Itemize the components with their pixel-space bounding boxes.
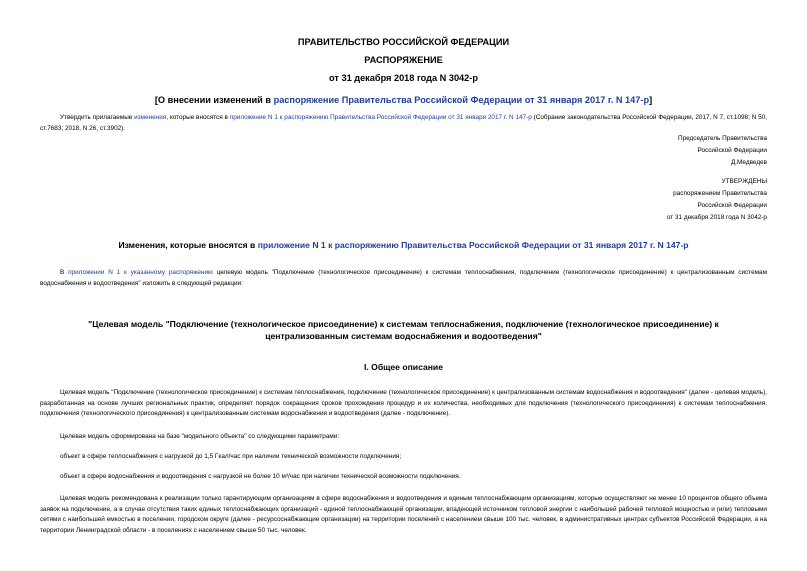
- intro-text-1: Утвердить прилагаемые: [60, 114, 135, 121]
- intro-text-3: (Собрание законодательства Российской Федерации, 2017, N 7, ст.1098; N 50, ст.7683; 2018, N 26, ст.3902).: [40, 114, 768, 132]
- intro-link-changes[interactable]: изменения: [134, 114, 167, 121]
- changes-title: [0, 240, 807, 250]
- changes-text-2: целевую модель "Подключение (технологическое присоединение) к системам теплоснабжения, подключение (технологическое присоединение) к централизованным системам водоснабжения и водоотведения" изложить в следующей редакции:: [40, 269, 767, 287]
- changes-link[interactable]: приложении N 1 к указанному распоряжению: [68, 269, 213, 276]
- title-suffix: ]: [649, 95, 653, 105]
- changes-paragraph: [40, 268, 767, 289]
- signature-line-2: Российской Федерации: [697, 147, 767, 154]
- approved-block: [567, 176, 767, 224]
- body-paragraph-2: Целевая модель сформирована на базе "модельного объекта" со следующими параметрами:: [60, 433, 340, 440]
- intro-paragraph: [40, 113, 767, 134]
- signature-block: [567, 133, 767, 169]
- intro-link-annex[interactable]: приложение N 1 к распоряжению Правительства Российской Федерации от 31 января 2017 г. N 147-р: [229, 114, 532, 121]
- changes-title-prefix: Изменения, которые вносятся в: [118, 240, 258, 250]
- government-heading: ПРАВИТЕЛЬСТВО РОССИЙСКОЙ ФЕДЕРАЦИИ: [297, 37, 510, 47]
- intro-text-2: , которые вносятся в: [166, 114, 230, 121]
- document-date-number: от 31 декабря 2018 года N 3042-р: [329, 73, 478, 83]
- changes-title-link[interactable]: приложение N 1 к распоряжению Правительства Российской Федерации от 31 января 2017 г. N 147-р: [257, 240, 689, 250]
- model-title: "Целевая модель "Подключение (технологическое присоединение) к системам теплоснабжения, подключение (технологическое присоединение) к централизованным системам водоснабжения и водоотведения": [88, 319, 719, 341]
- body-paragraph-1: Целевая модель "Подключение (технологическое присоединение) к системам теплоснабжения, подключение (технологическое присоединение) к централизованным системам водоснабжения и водоотведения" (далее - целевая модель), разработанная на основе лучших региональных практик, определяет порядок сокращения сроков прохождения процедур и их количества, необходимых для подключения (технологического присоединения) к системам теплоснабжения, подключения (технологического присоединения) к централизованным системам водоснабжения и водоотведения (далее - подключение).: [40, 389, 767, 418]
- changes-text-1: В: [60, 269, 69, 276]
- approved-line-3: Российской Федерации: [697, 202, 767, 209]
- body-paragraph-3: объект в сфере теплоснабжения с нагрузкой до 1,5 Гкал/час при наличии технической возможности подключения;: [60, 453, 402, 460]
- section-title: I. Общее описание: [364, 362, 443, 372]
- approved-line-1: УТВЕРЖДЕНЫ: [721, 178, 767, 185]
- document-type: РАСПОРЯЖЕНИЕ: [364, 55, 443, 65]
- body-paragraph-4: объект в сфере водоснабжения и водоотведения с нагрузкой не более 10 м³/час при наличии технической возможности подключения.: [60, 473, 461, 480]
- signature-line-3: Д.Медведев: [730, 159, 767, 166]
- body-paragraph-5: Целевая модель рекомендована к реализации только гарантирующим организациям в сфере водоснабжения и водоотведения и единым теплоснабжающим организациям, которые осуществляют не менее 10 процентов общего объема заявок на подключение, а в случае отсутствия таких единых теплоснабжающих организаций - единой теплоснабжающей организации, владеющей источником тепловой энергии с наибольшей рабочей тепловой мощностью и (или) тепловыми сетями с наибольшей емкостью в поселении, городском округе (далее - ресурсоснабжающие организации) на территории поселений с населением свыше 100 тыс. человек, в административных центрах субъектов Российской Федерации, а на территории Ленинградской области - в поселениях с населением свыше 50 тыс. человек.: [40, 495, 767, 534]
- document-title: [0, 95, 807, 105]
- title-link[interactable]: распоряжение Правительства Российской Федерации от 31 января 2017 г. N 147-р: [273, 95, 650, 105]
- approved-line-4: от 31 декабря 2018 года N 3042-р: [666, 214, 767, 221]
- approved-line-2: распоряжением Правительства: [673, 190, 767, 197]
- title-prefix: [О внесении изменений в: [154, 95, 274, 105]
- signature-line-1: Председатель Правительства: [678, 135, 767, 142]
